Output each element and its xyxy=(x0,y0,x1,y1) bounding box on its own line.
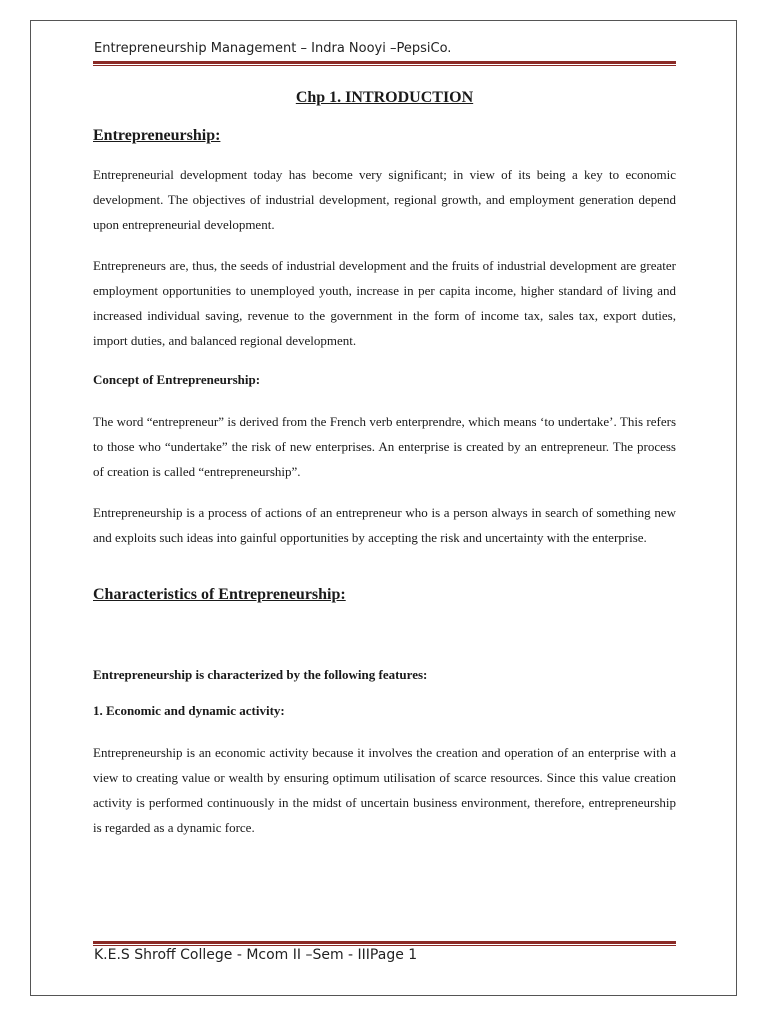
paragraph-economic-activity: Entrepreneurship is an economic activity because it involves the creation and operation of an enterprise with a view to creating value or wealth by ensuring optimum utilisation of scarce resources. Since this value creation activity is performed continuously in the midst of uncertain business environment, therefore, entrepreneurship is regarded as a dynamic force. xyxy=(93,745,676,835)
paragraph-process-of-actions: Entrepreneurship is a process of actions of an entrepreneur who is a person always in search of something new and exploits such ideas into gainful opportunities by accepting the risk and uncertainty with the enterprise. xyxy=(93,505,676,545)
footer-rule xyxy=(93,941,676,946)
paragraph-seeds-of-development: Entrepreneurs are, thus, the seeds of industrial development and the fruits of industrial development are greater employment opportunities to unemployed youth, increase in per capita income, higher standard of living and increased individual saving, revenue to the government in the form of income tax, sales tax, export duties, import duties, and balanced regional development. xyxy=(93,258,676,348)
page-content xyxy=(93,88,676,840)
characteristics-heading: Characteristics of Entrepreneurship: xyxy=(93,586,346,603)
running-header: Entrepreneurship Management – Indra Nooyi –PepsiCo. xyxy=(94,41,452,56)
chapter-title: Chp 1. INTRODUCTION xyxy=(295,89,474,106)
entrepreneurship-heading: Entrepreneurship: xyxy=(93,127,221,144)
features-heading: Entrepreneurship is characterized by the following features: xyxy=(93,667,428,682)
paragraph-word-entrepreneur: The word “entrepreneur” is derived from the French verb enterprendre, which means ‘to undertake’. This refers to those who “undertake” the risk of new enterprises. An enterprise is created by an entrepreneur. The process of creation is called “entrepreneurship”. xyxy=(93,414,676,479)
economic-activity-heading: 1. Economic and dynamic activity: xyxy=(93,703,285,718)
header-rule xyxy=(93,61,676,66)
running-footer: K.E.S Shroff College - Mcom II –Sem - IIIPage 1 xyxy=(94,947,418,963)
paragraph-entrepreneurial-development: Entrepreneurial development today has become very significant; in view of its being a key to economic development. The objectives of industrial development, regional growth, and employment generation depend upon entrepreneurial development. xyxy=(93,167,676,232)
concept-heading: Concept of Entrepreneurship: xyxy=(93,372,261,387)
